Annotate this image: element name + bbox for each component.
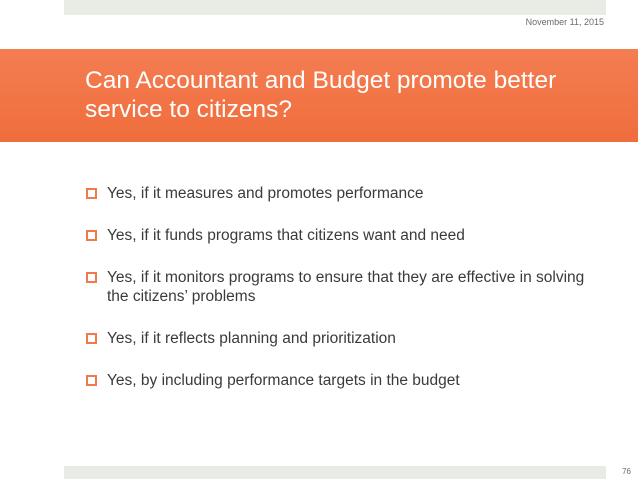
bullet-list bbox=[86, 184, 606, 413]
square-bullet-icon bbox=[86, 333, 97, 344]
bullet-text: Yes, if it reflects planning and prioritization bbox=[107, 330, 396, 347]
slide-title: Can Accountant and Budget promote better service to citizens? bbox=[85, 67, 557, 123]
bullet-item bbox=[86, 184, 606, 203]
bullet-item bbox=[86, 226, 606, 245]
square-bullet-icon bbox=[86, 230, 97, 241]
bullet-text: Yes, if it funds programs that citizens want and need bbox=[107, 227, 465, 244]
bottom-decorative-bar bbox=[64, 466, 606, 479]
bullet-text: Yes, if it measures and promotes performance bbox=[107, 185, 424, 202]
bullet-item bbox=[86, 371, 606, 390]
square-bullet-icon bbox=[86, 272, 97, 283]
bullet-item bbox=[86, 268, 606, 306]
square-bullet-icon bbox=[86, 188, 97, 199]
page-number: 76 bbox=[622, 467, 631, 476]
slide-date: November 11, 2015 bbox=[525, 17, 604, 27]
square-bullet-icon bbox=[86, 375, 97, 386]
bullet-text: Yes, by including performance targets in the budget bbox=[107, 372, 460, 389]
top-decorative-bar bbox=[64, 0, 606, 15]
bullet-item bbox=[86, 329, 606, 348]
bullet-text: Yes, if it monitors programs to ensure that they are effective in solving the citizens’ problems bbox=[107, 269, 585, 305]
